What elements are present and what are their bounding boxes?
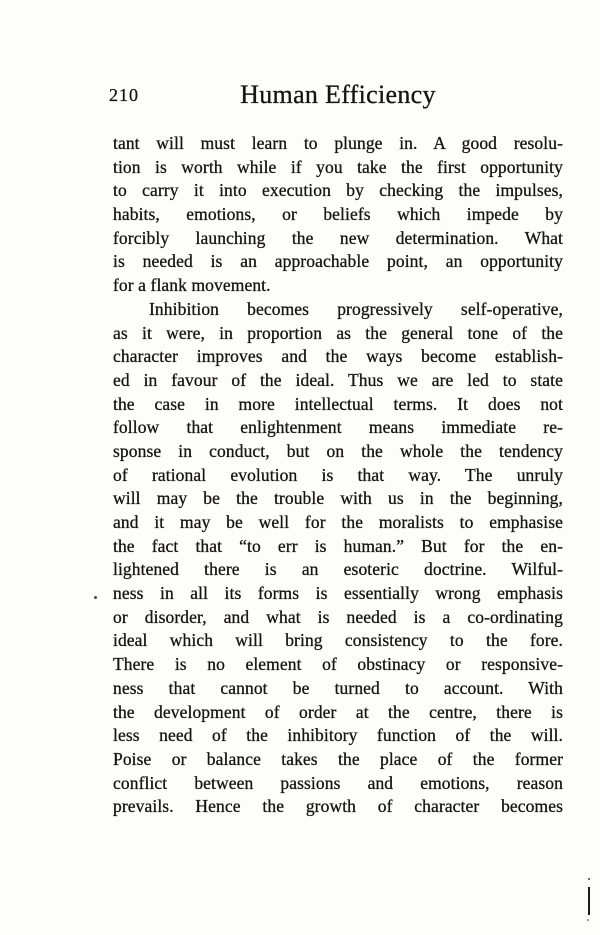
text-line: prevails. Hence the growth of character becomes	[113, 796, 563, 817]
paragraph	[113, 298, 563, 819]
body-text	[113, 132, 563, 819]
text-line: ness in all its forms is essentially wrong emphasis	[113, 583, 563, 604]
running-title: Human Efficiency	[240, 80, 436, 109]
scan-artifact-line	[588, 887, 590, 915]
text-line: less need of the inhibitory function of the will.	[113, 725, 563, 746]
text-line: There is no element of obstinacy or responsive-	[113, 654, 563, 675]
text-line: sponse in conduct, but on the whole the tendency	[113, 440, 563, 461]
text-line: will may be the trouble with us in the beginning,	[113, 488, 563, 509]
text-line: ness that cannot be turned to account. With	[113, 677, 563, 698]
text-line: forcibly launching the new determination. What	[113, 227, 563, 248]
text-line: Poise or balance takes the place of the former	[113, 748, 563, 769]
text-line: for a flank movement.	[113, 275, 271, 296]
text-line: the case in more intellectual terms. It does not	[113, 393, 563, 414]
text-line: character improves and the ways become establish-	[113, 346, 563, 367]
scan-artifact-dot	[588, 878, 590, 880]
text-line: lightened there is an esoteric doctrine. Wilful-	[113, 559, 563, 580]
text-line: ideal which will bring consistency to the fore.	[113, 630, 563, 651]
text-line: ed in favour of the ideal. Thus we are led to state	[113, 369, 563, 390]
text-line: as it were, in proportion as the general tone of the	[113, 322, 563, 343]
text-line: habits, emotions, or beliefs which impede by	[113, 204, 563, 225]
text-line: of rational evolution is that way. The unruly	[113, 464, 563, 485]
text-line: is needed is an approachable point, an opportunity	[113, 251, 563, 272]
page-number: 210	[109, 85, 139, 105]
paragraph	[113, 132, 563, 298]
scan-artifact-dot	[587, 919, 589, 921]
page-header	[109, 80, 563, 110]
text-line: follow that enlightenment means immediate re-	[113, 417, 563, 438]
text-line: tant will must learn to plunge in. A good resolu-	[113, 133, 563, 153]
text-line: the development of order at the centre, there is	[113, 701, 563, 722]
text-line: tion is worth while if you take the first opportunity	[113, 156, 563, 177]
text-line: the fact that “to err is human.” But for the en-	[113, 535, 563, 556]
text-line: or disorder, and what is needed is a co-ordinating	[113, 606, 563, 627]
text-line: to carry it into execution by checking the impulses,	[113, 180, 563, 201]
text-line: and it may be well for the moralists to emphasise	[113, 512, 563, 532]
text-line: Inhibition becomes progressively self-operative,	[149, 298, 563, 319]
margin-ink-speck	[94, 596, 97, 599]
text-line: conflict between passions and emotions, reason	[113, 772, 563, 793]
